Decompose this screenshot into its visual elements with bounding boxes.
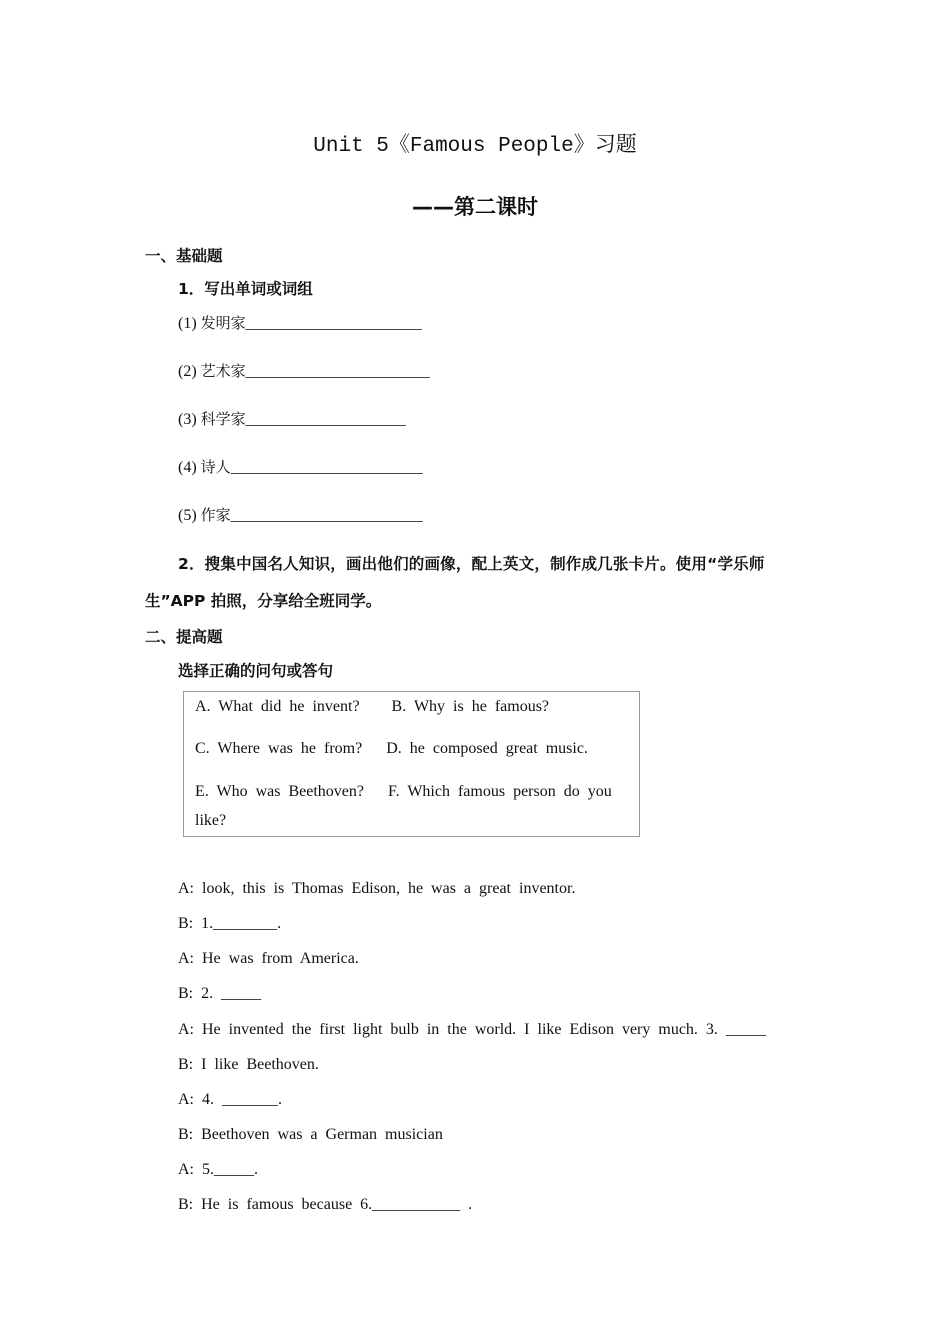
- options-row-3-cont: like?: [195, 812, 227, 829]
- dialogue-line: A: 4. _______.: [178, 1091, 282, 1108]
- dialogue-line: B: He is famous because 6.___________ .: [178, 1196, 473, 1213]
- list-item: [178, 312, 422, 333]
- list-item: [178, 456, 423, 477]
- item-number: (1): [178, 315, 197, 332]
- dialogue-line: A: He was from America.: [178, 950, 359, 967]
- dialogue-line: A: 5._____.: [178, 1161, 258, 1178]
- options-row-2: C. Where was he from? D. he composed great music.: [195, 740, 588, 757]
- answer-blank: _______________________: [245, 363, 430, 380]
- list-item: [178, 408, 406, 429]
- item-number: (2): [178, 363, 197, 380]
- answer-blank: ______________________: [245, 315, 422, 332]
- item-text: 发明家: [200, 314, 246, 332]
- answer-blank: ________________________: [230, 507, 423, 524]
- dialogue-line: B: I like Beethoven.: [178, 1056, 319, 1073]
- item-text: 作家: [200, 506, 231, 524]
- question-2-line-1: 2．搜集中国名人知识，画出他们的画像，配上英文，制作成几张卡片。使用“学乐师: [178, 555, 765, 573]
- section-heading-basic: 一、基础题: [145, 247, 223, 265]
- section-heading-advanced: 二、提高题: [145, 628, 223, 646]
- question-1-heading: 1．写出单词或词组: [178, 280, 313, 298]
- answer-blank: ________________________: [230, 459, 423, 476]
- item-text: 艺术家: [200, 362, 246, 380]
- page-subtitle: ——第二课时: [412, 195, 538, 219]
- dialogue-line: B: 1.________.: [178, 915, 282, 932]
- instruction: 选择正确的问句或答句: [178, 662, 334, 680]
- dialogue-line: B: 2. _____: [178, 985, 262, 1002]
- dialogue-line: A: look, this is Thomas Edison, he was a great inventor.: [178, 880, 576, 897]
- list-item: [178, 504, 423, 525]
- dialogue-line: B: Beethoven was a German musician: [178, 1126, 443, 1143]
- item-text: 诗人: [200, 458, 231, 476]
- item-number: (4): [178, 459, 197, 476]
- options-row-3: E. Who was Beethoven? F. Which famous person do you: [195, 783, 612, 800]
- list-item: [178, 360, 430, 381]
- question-2-line-2: 生”APP 拍照，分享给全班同学。: [145, 592, 382, 610]
- page-title: Unit 5《Famous People》习题: [313, 135, 637, 158]
- answer-blank: ____________________: [245, 411, 406, 428]
- item-number: (3): [178, 411, 197, 428]
- item-number: (5): [178, 507, 197, 524]
- dialogue-line: A: He invented the first light bulb in the world. I like Edison very much. 3. _____: [178, 1021, 766, 1038]
- item-text: 科学家: [200, 410, 246, 428]
- options-row-1: A. What did he invent? B. Why is he famous?: [195, 698, 550, 715]
